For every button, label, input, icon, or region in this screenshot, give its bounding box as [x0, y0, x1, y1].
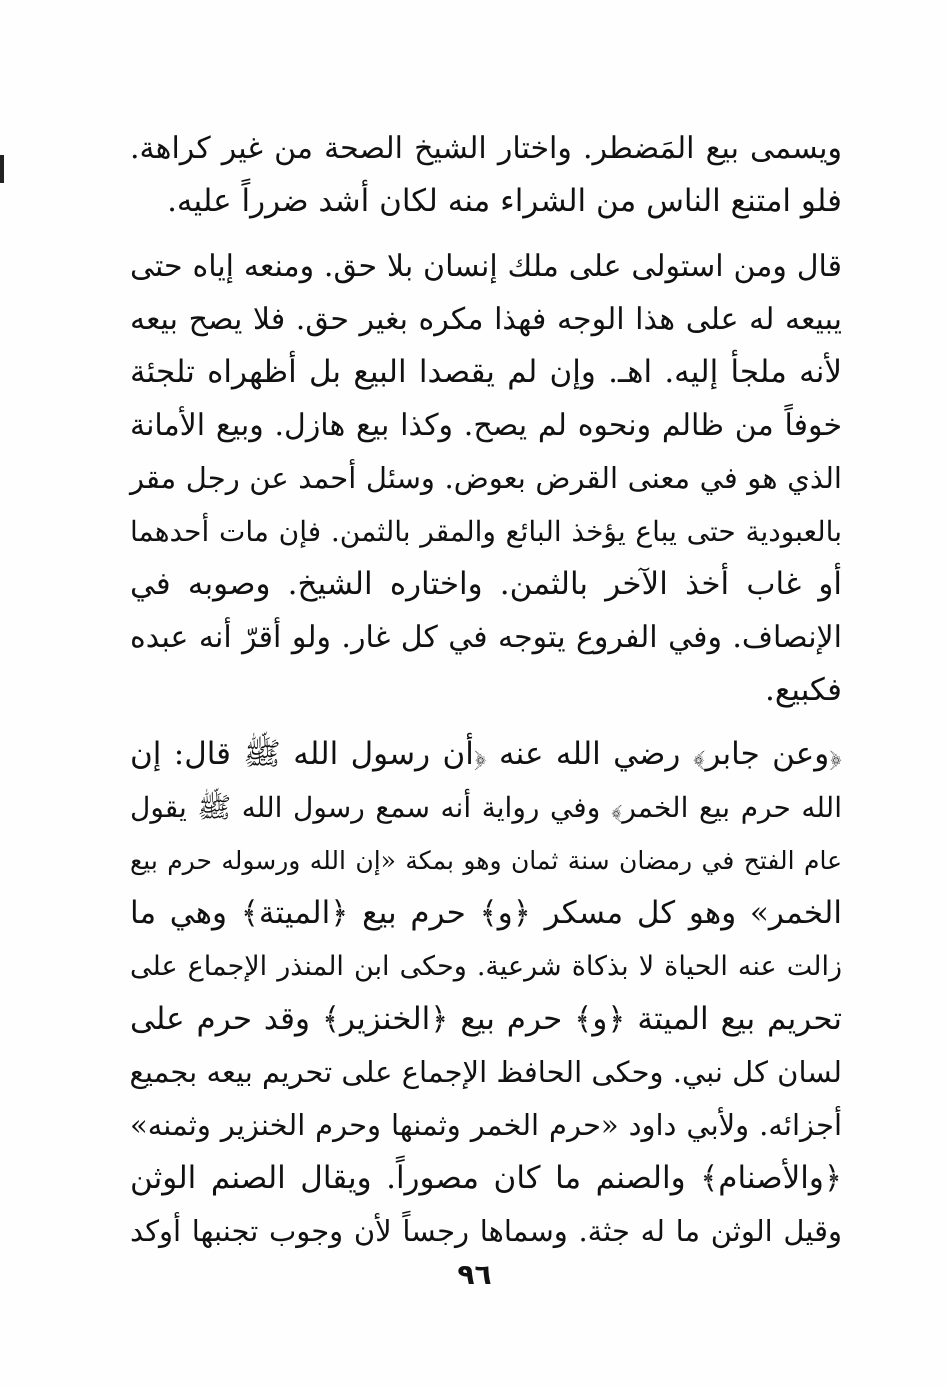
text-line: بالعبودية حتى يباع يؤخذ البائع والمقر بالثمن. فإن مات أحدهما — [130, 515, 842, 548]
text-line: ﴿وعن جابر﴾ رضي الله عنه ﴿أن رسول الله ﷺ قال: إن — [130, 736, 842, 772]
text-line: زالت عنه الحياة لا بذكاة شرعية. وحكى ابن المنذر الإجماع على — [130, 951, 842, 982]
text-line: الله حرم بيع الخمر﴾ وفي رواية أنه سمع رسول الله ﷺ يقول — [130, 791, 842, 824]
text-line: أجزائه. ولأبي داود «حرم الخمر وثمنها وحرم الخنزير وثمنه» — [130, 1108, 842, 1142]
text-line: يبيعه له على هذا الوجه فهذا مكره بغير حق. فلا يصح بيعه — [130, 302, 842, 337]
paragraph-3 — [130, 728, 842, 1258]
text-line: قال ومن استولى على ملك إنسان بلا حق. ومنعه إياه حتى — [130, 249, 842, 284]
text-line: ويسمى بيع المَضطر. واختار الشيخ الصحة من غير كراهة. — [130, 131, 842, 166]
text-line: الإنصاف. وفي الفروع يتوجه في كل غار. ولو أقرّ أنه عبده — [130, 620, 842, 655]
text-line: لأنه ملجأ إليه. اهـ. وإن لم يقصدا البيع بل أظهراه تلجئة — [130, 354, 842, 390]
text-line: الذي هو في معنى القرض بعوض. وسئل أحمد عن رجل مقر — [130, 461, 842, 495]
paragraph-2 — [130, 240, 842, 717]
text-line: تحريم بيع الميتة ﴿و﴾ حرم بيع ﴿الخنزير﴾ وقد حرم على — [130, 1001, 842, 1037]
text-line: خوفاً من ظالم ونحوه لم يصح. وكذا بيع هازل. وبيع الأمانة — [130, 408, 842, 443]
text-line: أو غاب أخذ الآخر بالثمن. واختاره الشيخ. وصوبه في — [130, 566, 842, 602]
page-number: ٩٦ — [457, 1258, 492, 1291]
text-line: وقيل الوثن ما له جثة. وسماها رجساً لأن وجوب تجنبها أوكد — [130, 1214, 842, 1248]
paragraph-1 — [130, 122, 842, 228]
text-line: لسان كل نبي. وحكى الحافظ الإجماع على تحريم بيعه بجميع — [129, 1055, 842, 1089]
text-line: فلو امتنع الناس من الشراء منه لكان أشد ضرراً عليه. — [167, 183, 842, 219]
text-line: ﴿والأصنام﴾ والصنم ما كان مصوراً. ويقال الصنم الوثن — [130, 1160, 842, 1196]
scan-edge-mark — [0, 155, 4, 183]
text-line: فكبيع. — [764, 672, 842, 708]
text-line: عام الفتح في رمضان سنة ثمان وهو بمكة «إن الله ورسوله حرم بيع — [130, 846, 842, 875]
text-line: الخمر» وهو كل مسكر ﴿و﴾ حرم بيع ﴿الميتة﴾ وهي ما — [130, 895, 842, 931]
